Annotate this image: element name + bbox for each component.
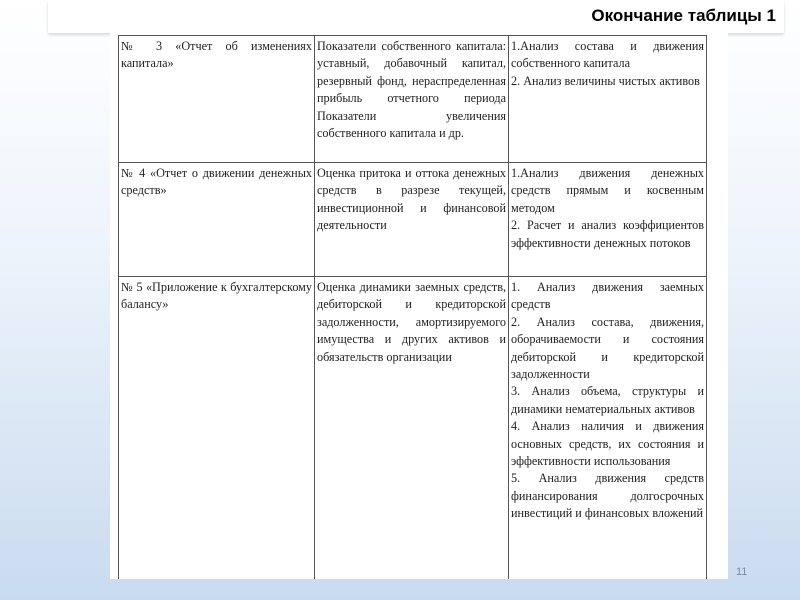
analysis-item: 1. Анализ движения заемных средств bbox=[511, 280, 704, 312]
indicators-cell: Оценка притока и оттока денежных средств в разрезе текущей, инвестиционной и финансовой деятельности bbox=[315, 163, 509, 277]
table-row bbox=[119, 277, 707, 580]
table-row bbox=[119, 36, 707, 163]
analysis-item: 2. Анализ состава, движения, оборачиваемости и состояния дебиторской и кредиторской задолженности bbox=[511, 314, 704, 382]
analysis-item: 5. Анализ движения средств финансирования долгосрочных инвестиций и финансовых вложений bbox=[511, 471, 704, 521]
report-cell: № 5 «Приложение к бухгалтерскому балансу» bbox=[119, 277, 315, 580]
report-cell: № 3 «Отчет об изменениях капитала» bbox=[119, 36, 315, 163]
analysis-item: 1.Анализ состава и движения собственного капитала bbox=[511, 39, 704, 71]
page-number: 11 bbox=[736, 566, 748, 578]
document-scan bbox=[110, 33, 728, 579]
indicators-cell: Показатели собственного капитала: уставный, добавочный капитал, резервный фонд, нераспределенная прибыль отчетного периода Показатели увеличения собственного капитала и др. bbox=[315, 36, 509, 163]
analysis-item: 4. Анализ наличия и движения основных средств, их состояния и эффективности использования bbox=[511, 419, 704, 469]
analysis-cell bbox=[509, 277, 707, 580]
analysis-item: 2. Расчет и анализ коэффициентов эффективности денежных потоков bbox=[511, 218, 704, 250]
slide-title: Окончание таблицы 1 bbox=[591, 6, 776, 25]
analysis-cell bbox=[509, 36, 707, 163]
analysis-item: 2. Анализ величины чистых активов bbox=[511, 73, 700, 88]
title-bar bbox=[48, 0, 784, 33]
table-row bbox=[119, 163, 707, 277]
analysis-item: 1.Анализ движения денежных средств прямым и косвенным методом bbox=[511, 166, 704, 215]
analysis-item: 3. Анализ объема, структуры и динамики нематериальных активов bbox=[511, 384, 704, 416]
analysis-cell bbox=[509, 163, 707, 277]
indicators-cell: Оценка динамики заемных средств, дебиторской и кредиторской задолженности, амортизируемого имущества и других активов и обязательств организации bbox=[315, 277, 509, 580]
reporting-table bbox=[118, 35, 707, 579]
report-cell: № 4 «Отчет о движении денежных средств» bbox=[119, 163, 315, 277]
